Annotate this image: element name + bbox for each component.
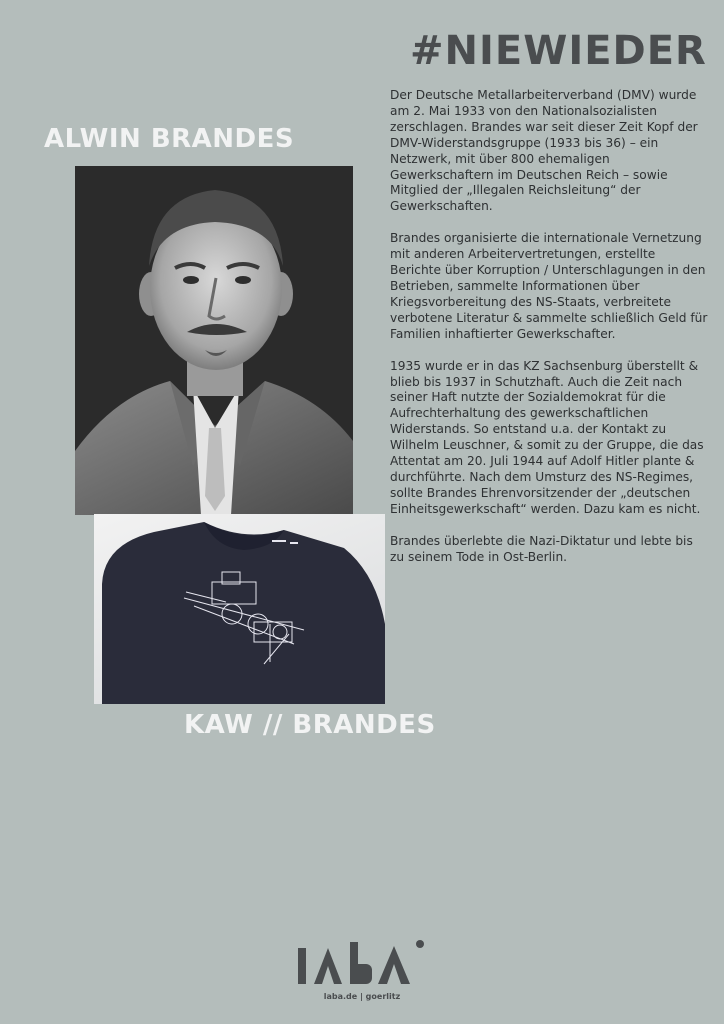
article-paragraph-4: Brandes überlebte die Nazi-Diktatur und lebte bis zu seinem Tode in Ost-Berlin. — [390, 533, 693, 564]
portrait-photo — [75, 166, 353, 515]
article-paragraph-1: Der Deutsche Metallarbeiterverband (DMV) wurde am 2. Mai 1933 von den Nationalsozialisten zerschlagen. Brandes war seit dieser Zeit Kopf der DMV-Widerstandsgruppe (1933 bis 36) – ein Netzwerk, mit über 800 ehemaligen Gewerkschaftern im Deutschen Reich – sowie Mitglied der „Illegalen Reichsleitung“ der Gewerkschaften. — [390, 88, 698, 214]
portrait-illustration — [75, 166, 353, 515]
article-paragraph-3: 1935 wurde er in das KZ Sachsenburg überstellt & blieb bis 1937 in Schutzhaft. Auch die Zeit nach seiner Haft nutzte der Sozialdemokrat für die Aufrechterhaltung des gewerkschaftlichen Widerstands. So entstand u.a. der Kontakt zu Wilhelm Leuschner, & somit zu der Gruppe, die das Attentat am 20. Juli 1944 auf Adolf Hitler plante & durchführte. Nach dem Umsturz des NS-Regimes, sollte Brandes Ehrenvorsitzender der „deutschen Einheitsgewerkschaft“ werden. Dazu kam es nicht. — [390, 358, 704, 516]
logo-caption: laba.de | goerlitz — [323, 992, 401, 1001]
article-text — [390, 88, 710, 581]
tshirt-illustration — [94, 514, 385, 704]
hashtag-heading: #NIEWIEDER — [410, 28, 707, 74]
tshirt-photo — [94, 514, 385, 704]
article-paragraph-2: Brandes organisierte die internationale Vernetzung mit anderen Arbeitervertretungen, erstellte Berichte über Korruption / Unterschlagungen in den Betrieben, sammelte Informationen über Kriegsvorbereitung des NS-Staats, verbreitete verbotene Literatur & sammelte schließlich Geld für Familien inhaftierter Gewerkschafter. — [390, 231, 708, 341]
product-label: KAW // BRANDES — [184, 710, 436, 740]
person-name: ALWIN BRANDES — [44, 124, 295, 154]
